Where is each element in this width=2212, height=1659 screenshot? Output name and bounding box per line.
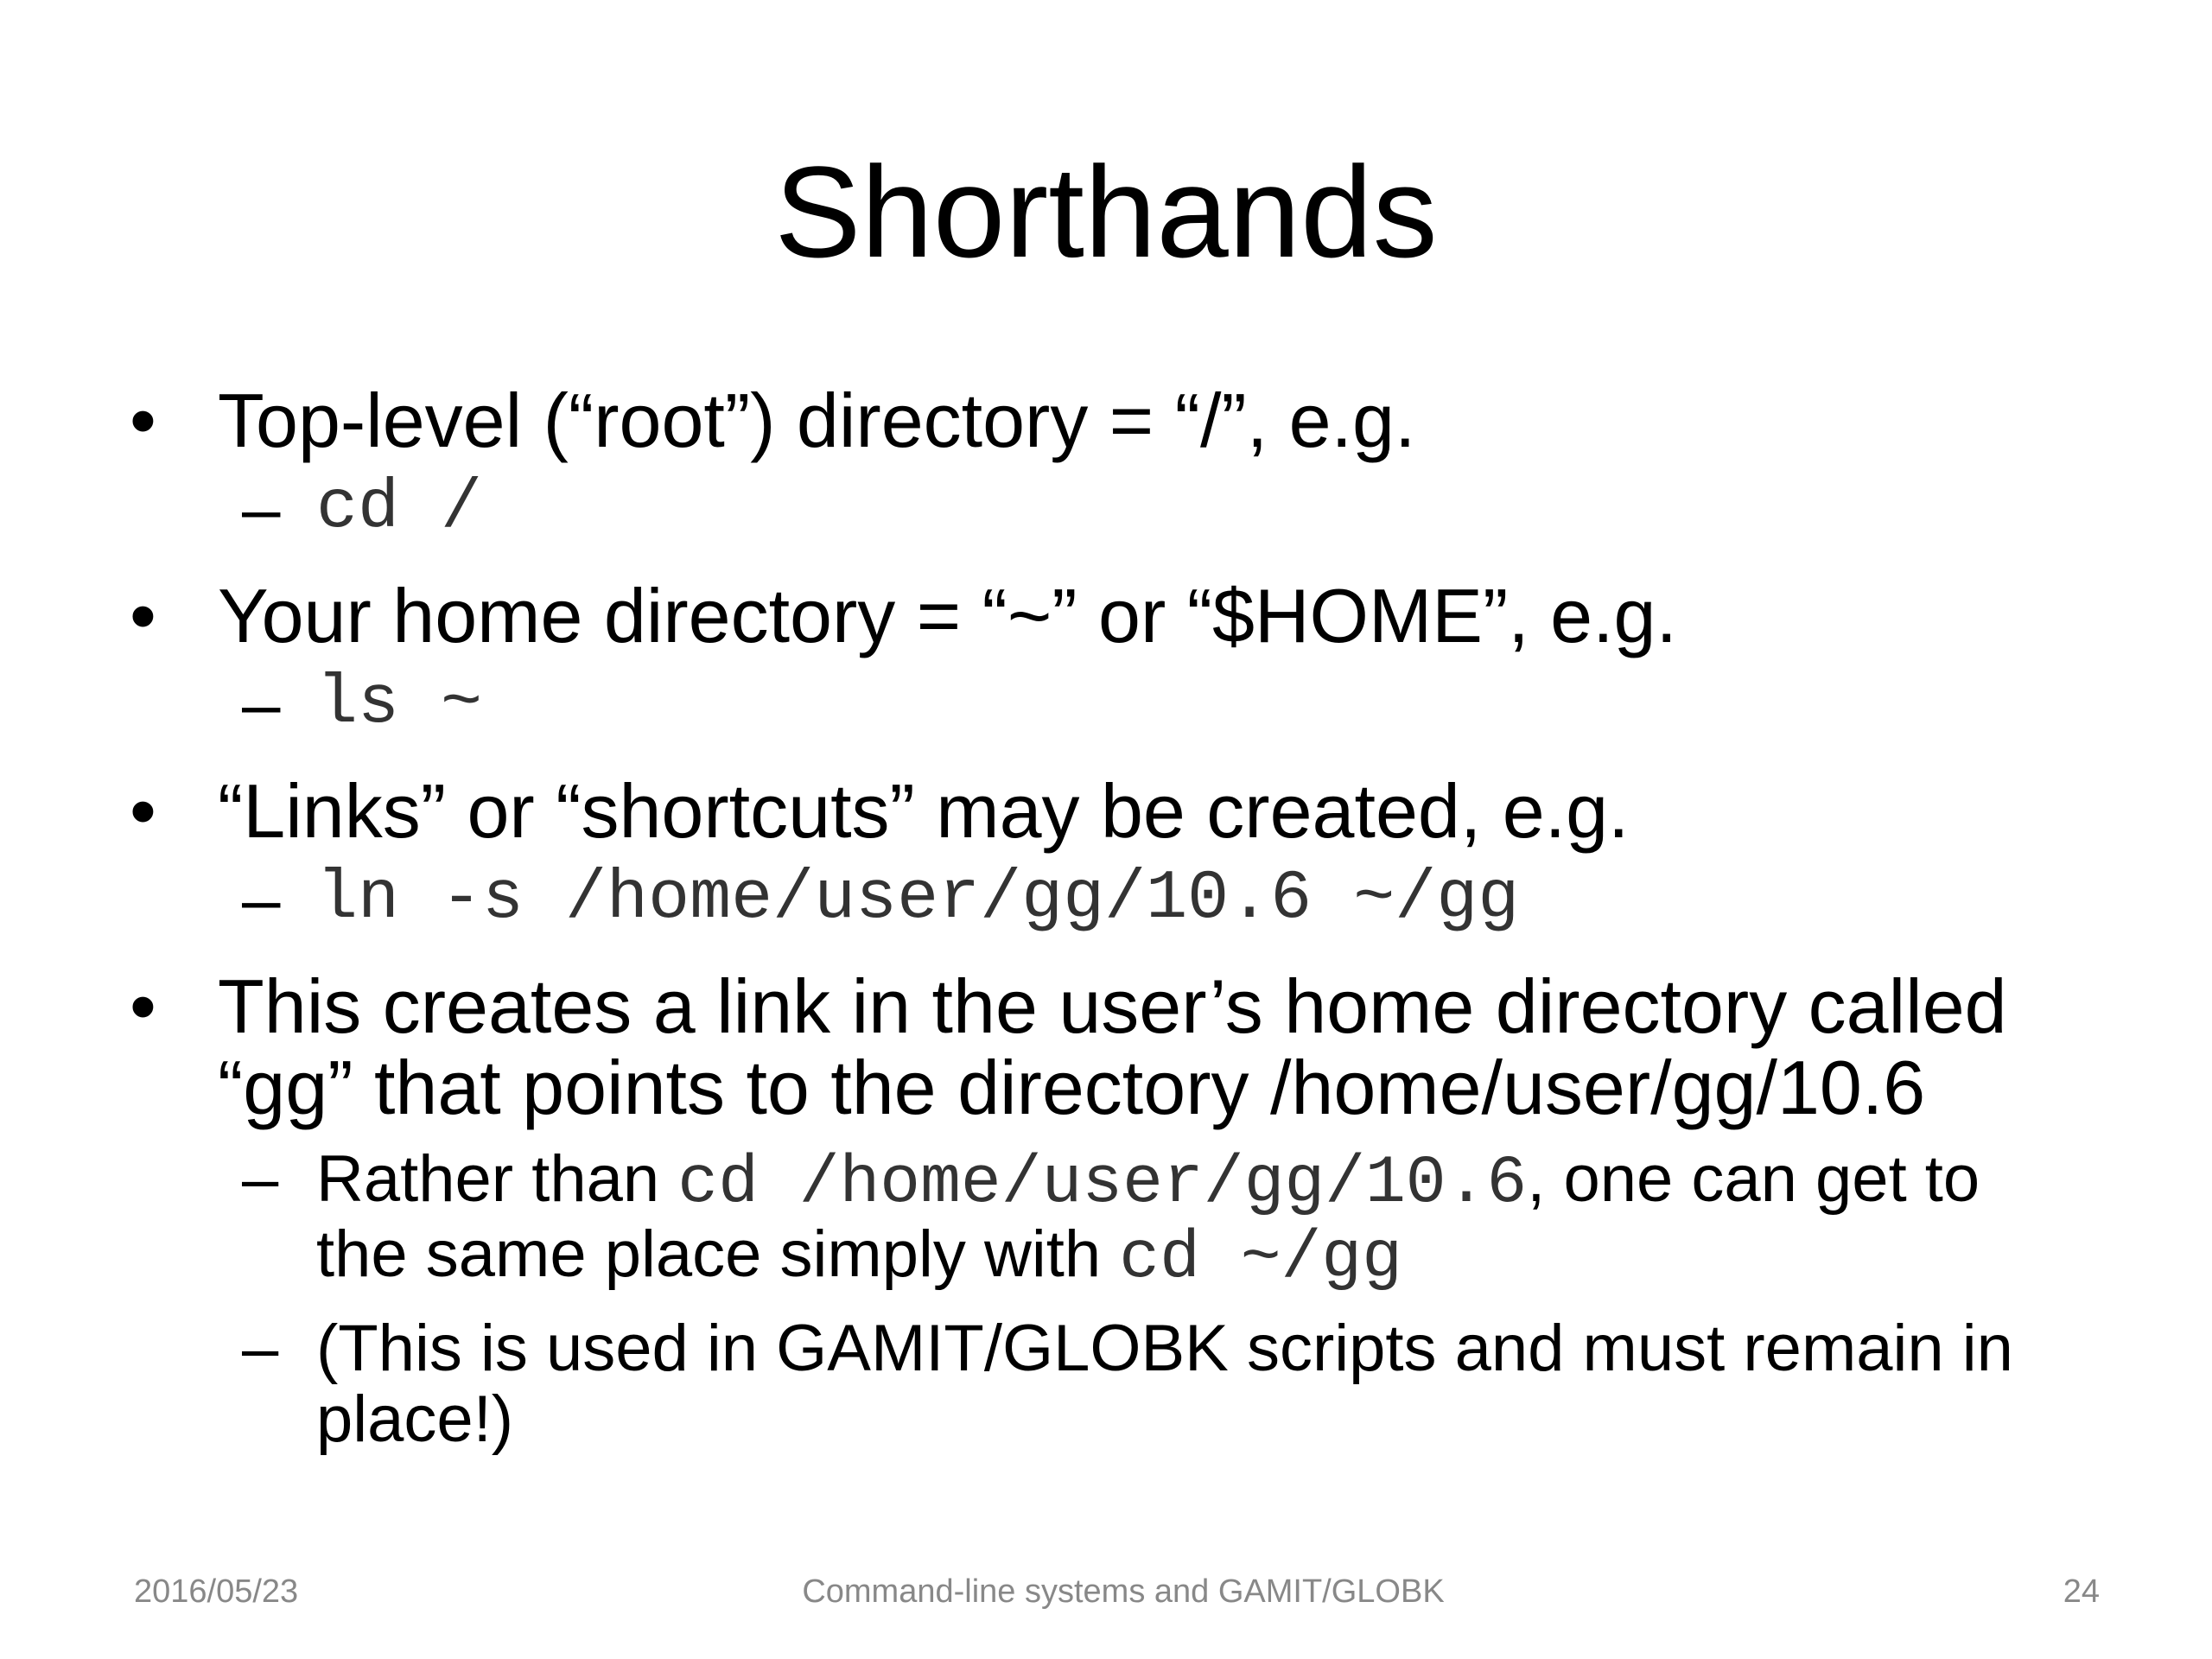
sub-bullet-line-2 — [316, 1217, 2117, 1297]
bullet-home-directory — [130, 575, 2117, 657]
code-example: ln -s /home/user/gg/10.6 ~/gg — [316, 860, 1520, 938]
sub-bullet-gamit-note — [130, 1313, 2117, 1455]
bullet-marker: • — [130, 768, 156, 854]
bullet-link-explanation — [130, 963, 2117, 1130]
inline-code-short-path: cd ~/gg — [1119, 1221, 1402, 1297]
bullet-root-directory — [130, 380, 2117, 461]
bullet-text: Your home directory = “~” or “$HOME”, e.g. — [218, 573, 1677, 658]
slide-title: Shorthands — [774, 139, 1438, 284]
dash-marker: – — [242, 665, 281, 742]
text-segment: Rather than — [316, 1142, 678, 1216]
sub-bullet-line-2: place!) — [316, 1382, 514, 1456]
sub-bullet-cd-root — [130, 469, 2117, 548]
sub-bullet-line-1 — [316, 1142, 2117, 1222]
sub-bullet-ls-home — [130, 664, 2117, 743]
footer-date: 2016/05/23 — [134, 1573, 299, 1610]
sub-bullet-line-1: (This is used in GAMIT/GLOBK scripts and must remain in — [316, 1312, 2013, 1385]
footer-page-number: 24 — [2063, 1573, 2100, 1610]
dash-marker: – — [242, 861, 281, 938]
dash-marker: – — [242, 470, 281, 547]
bullet-marker: • — [130, 573, 156, 658]
bullet-text-line-1: This creates a link in the user’s home directory called — [218, 963, 2007, 1049]
inline-code-long-path: cd /home/user/gg/10.6 — [677, 1146, 1528, 1222]
code-example: cd / — [316, 469, 483, 548]
bullet-marker: • — [130, 963, 156, 1049]
sub-bullet-rather-than — [130, 1142, 2117, 1297]
slide-body — [130, 380, 2117, 1455]
bullet-marker: • — [130, 378, 156, 463]
footer-title: Command-line systems and GAMIT/GLOBK — [802, 1573, 1445, 1610]
bullet-text: Top-level (“root”) directory = “/”, e.g. — [218, 378, 1416, 463]
sub-bullet-ln-command — [130, 860, 2117, 938]
text-segment: the same place simply with — [316, 1217, 1120, 1291]
bullet-text: “Links” or “shortcuts” may be created, e.g. — [218, 768, 1630, 854]
code-example: ls ~ — [316, 664, 483, 743]
text-segment: , one can get to — [1527, 1142, 1980, 1216]
bullet-text-line-2: “gg” that points to the directory /home/user/gg/10.6 — [218, 1045, 1926, 1130]
bullet-links — [130, 768, 2117, 854]
dash-marker: – — [242, 1312, 279, 1385]
dash-marker: – — [242, 1142, 279, 1216]
